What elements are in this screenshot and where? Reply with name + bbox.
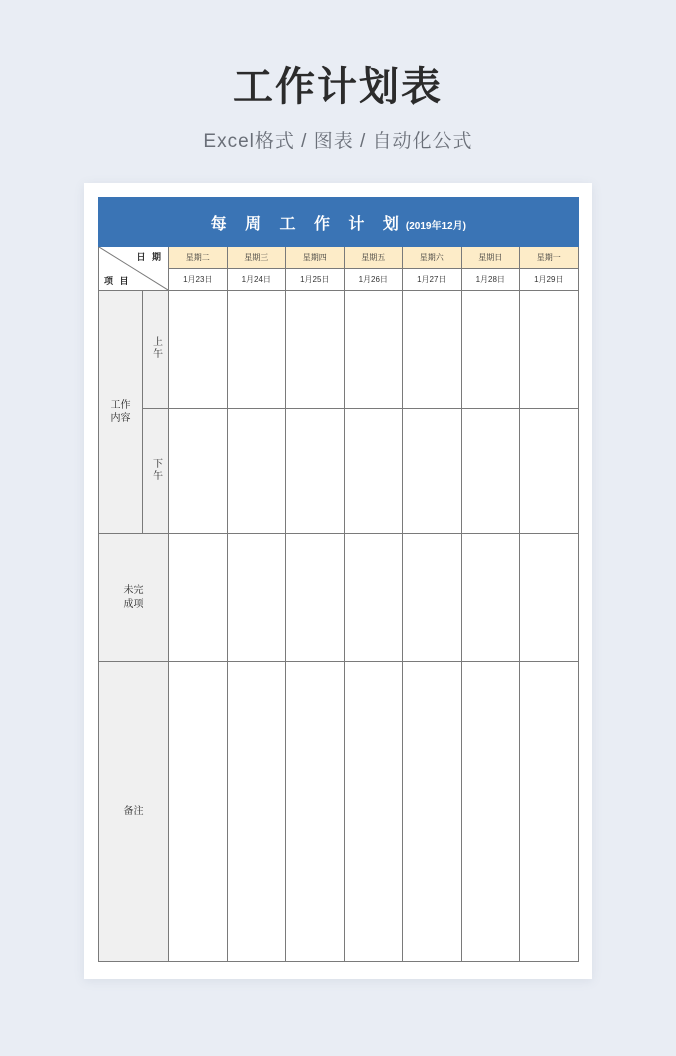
- row-label-remark: 备注: [99, 662, 169, 962]
- table-header-date-row: [99, 269, 579, 291]
- page-title: 工作计划表: [233, 65, 443, 109]
- sheet-title-cell: [99, 198, 579, 247]
- table-row: [99, 291, 579, 409]
- corner-header-cell: [99, 247, 169, 291]
- column-dow: 星期日: [461, 247, 520, 269]
- plan-cell[interactable]: [403, 291, 462, 409]
- plan-cell[interactable]: [403, 409, 462, 534]
- plan-cell[interactable]: [520, 534, 579, 662]
- row-label-work-content: 工作 内容: [99, 291, 143, 534]
- sheet-title-sub: (2019年12月): [405, 220, 466, 232]
- plan-cell[interactable]: [227, 662, 286, 962]
- column-date: 1月24日: [227, 269, 286, 291]
- plan-cell[interactable]: [461, 409, 520, 534]
- plan-cell[interactable]: [403, 534, 462, 662]
- sheet-title-main: 每 周 工 作 计 划: [210, 215, 406, 233]
- table-header-dow-row: [99, 247, 579, 269]
- plan-cell[interactable]: [344, 662, 403, 962]
- plan-cell[interactable]: [344, 534, 403, 662]
- plan-cell[interactable]: [286, 534, 345, 662]
- plan-cell[interactable]: [520, 662, 579, 962]
- plan-cell[interactable]: [227, 534, 286, 662]
- column-date: 1月28日: [461, 269, 520, 291]
- row-sublabel-morning: 上午: [143, 291, 169, 409]
- corner-date-label: 日 期: [136, 252, 163, 262]
- spreadsheet-card: [84, 183, 592, 979]
- table-row: [99, 409, 579, 534]
- plan-cell[interactable]: [344, 291, 403, 409]
- page-subtitle: Excel格式 / 图表 / 自动化公式: [203, 131, 473, 152]
- row-sublabel-afternoon: 下午: [143, 409, 169, 534]
- plan-cell[interactable]: [520, 291, 579, 409]
- column-date: 1月29日: [520, 269, 579, 291]
- table-title-row: [99, 198, 579, 247]
- column-dow: 星期四: [286, 247, 345, 269]
- column-date: 1月23日: [169, 269, 228, 291]
- weekly-plan-table: [98, 197, 579, 962]
- plan-cell[interactable]: [227, 291, 286, 409]
- column-dow: 星期二: [169, 247, 228, 269]
- plan-cell[interactable]: [169, 662, 228, 962]
- table-row: [99, 662, 579, 962]
- plan-cell[interactable]: [344, 409, 403, 534]
- column-dow: 星期五: [344, 247, 403, 269]
- plan-cell[interactable]: [169, 409, 228, 534]
- plan-cell[interactable]: [286, 291, 345, 409]
- plan-cell[interactable]: [461, 662, 520, 962]
- plan-cell[interactable]: [520, 409, 579, 534]
- plan-cell[interactable]: [169, 534, 228, 662]
- table-row: [99, 534, 579, 662]
- plan-cell[interactable]: [169, 291, 228, 409]
- row-label-unfinished: 未完 成项: [99, 534, 169, 662]
- plan-cell[interactable]: [286, 409, 345, 534]
- plan-cell[interactable]: [403, 662, 462, 962]
- plan-cell[interactable]: [286, 662, 345, 962]
- column-dow: 星期三: [227, 247, 286, 269]
- page-header: [0, 0, 676, 153]
- corner-item-label: 项 目: [104, 276, 131, 286]
- column-dow: 星期六: [403, 247, 462, 269]
- column-dow: 星期一: [520, 247, 579, 269]
- plan-cell[interactable]: [461, 291, 520, 409]
- plan-cell[interactable]: [461, 534, 520, 662]
- column-date: 1月25日: [286, 269, 345, 291]
- column-date: 1月27日: [403, 269, 462, 291]
- plan-cell[interactable]: [227, 409, 286, 534]
- column-date: 1月26日: [344, 269, 403, 291]
